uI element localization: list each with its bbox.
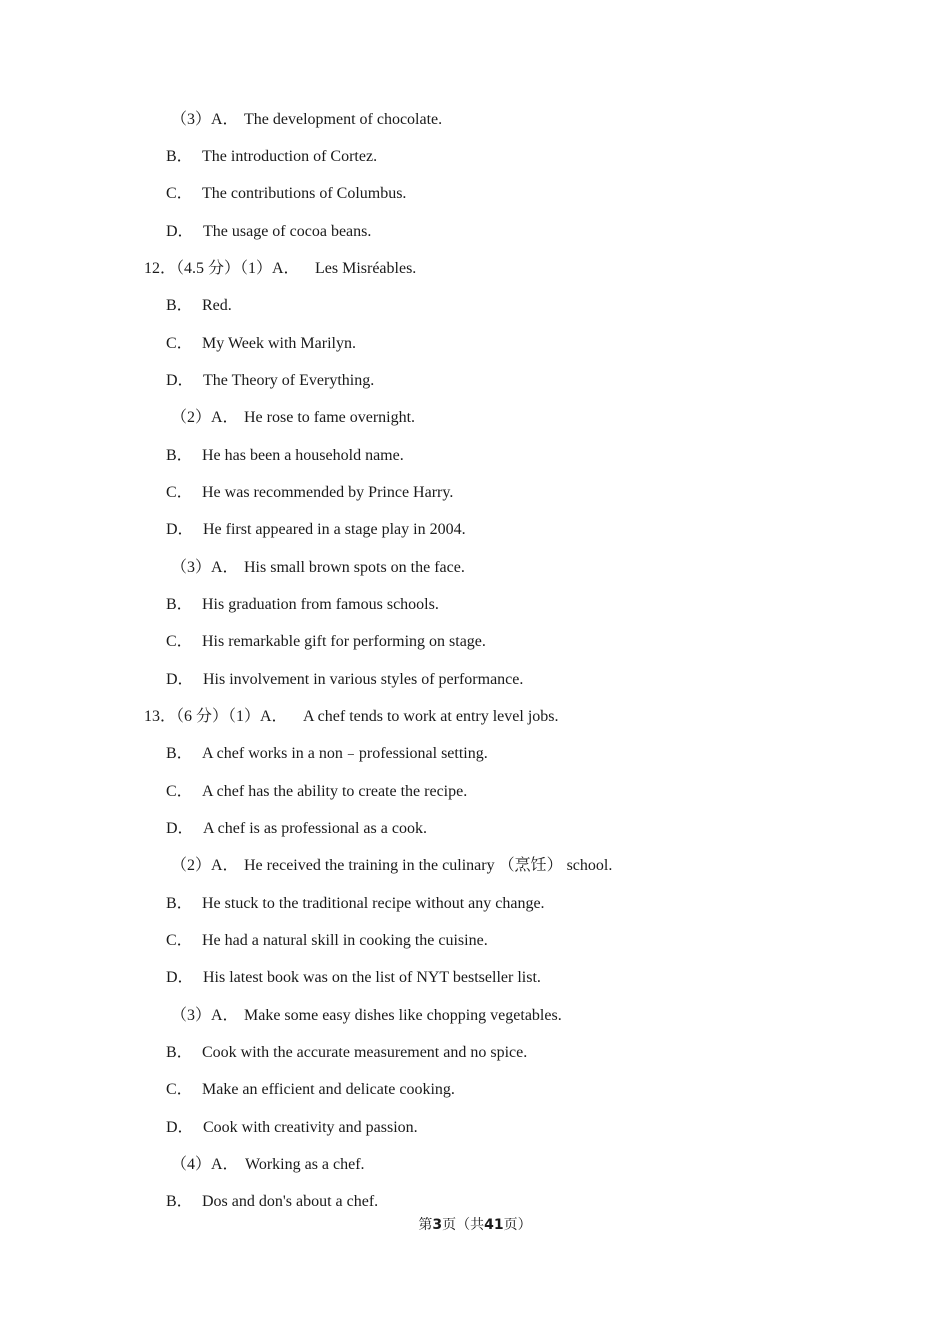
option-text: His remarkable gift for performing on stage. [202,633,486,650]
option-text: He has been a household name. [202,447,404,464]
option-line [171,408,415,428]
option-line [166,446,404,466]
option-line [166,894,545,914]
option-line [166,1118,418,1138]
option-label: B． [166,447,193,464]
option-label: C． [166,335,193,352]
option-label: C． [166,185,193,202]
option-line [171,110,442,130]
option-line [171,1155,365,1175]
option-line [166,222,371,242]
option-line [171,558,465,578]
option-line [166,371,374,391]
option-text: Cook with creativity and passion. [203,1119,418,1136]
option-text: The Theory of Everything. [203,372,375,389]
option-label: B． [166,1044,193,1061]
option-text: The contributions of Columbus. [202,185,407,202]
option-label: B． [166,297,193,314]
page-footer [0,1216,950,1234]
option-label: （3）A． [171,1007,239,1024]
question-line [144,707,559,727]
option-text: Cook with the accurate measurement and no spice. [202,1044,528,1061]
option-label: B． [166,745,193,762]
option-line [166,147,377,167]
total-pages: 41 [484,1217,504,1233]
option-label: （3）A． [171,111,239,128]
option-text: Make an efficient and delicate cooking. [202,1081,455,1098]
option-text: He first appeared in a stage play in 2004. [203,521,466,538]
option-line [166,744,488,764]
option-label: C． [166,633,193,650]
option-line [166,520,466,540]
option-line [166,184,406,204]
option-line [166,931,488,951]
option-line [166,968,541,988]
option-label: C． [166,932,193,949]
option-label: （2）A． [171,857,239,874]
option-label: B． [166,596,193,613]
option-label: B． [166,148,193,165]
option-line [166,632,486,652]
option-label: D． [166,671,194,688]
option-text: His involvement in various styles of performance. [203,671,524,688]
option-text: Les Misréables. [315,260,417,277]
footer-mid: 页（共 [442,1217,485,1233]
option-label: C． [166,1081,193,1098]
option-text: A chef is as professional as a cook. [203,820,427,837]
option-line [166,483,453,503]
question-label: 13．（6 分）（1）A． [144,708,288,725]
option-line [166,1192,378,1212]
option-label: D． [166,820,194,837]
question-label: 12．（4.5 分）（1）A． [144,260,300,277]
footer-suffix: 页） [503,1217,532,1233]
option-line [166,334,356,354]
option-text: The introduction of Cortez. [202,148,378,165]
page-number: 3 [432,1217,443,1233]
option-line [171,1006,562,1026]
option-line [166,782,467,802]
option-label: （3）A． [171,559,239,576]
option-label: D． [166,1119,194,1136]
option-text: My Week with Marilyn. [202,335,356,352]
footer-prefix: 第 [418,1217,433,1233]
option-text: He received the training in the culinary （烹饪） school. [244,857,613,874]
option-label: D． [166,372,194,389]
option-label: C． [166,783,193,800]
question-line [144,259,416,279]
option-text: A chef works in a non﹣professional setting. [202,745,488,762]
option-text: A chef tends to work at entry level jobs. [303,708,559,725]
option-label: B． [166,895,193,912]
option-line [166,296,232,316]
option-label: C． [166,484,193,501]
option-text: He stuck to the traditional recipe without any change. [202,895,545,912]
option-text: Red. [202,297,232,314]
option-text: The development of chocolate. [244,111,443,128]
option-label: D． [166,521,194,538]
option-label: D． [166,223,194,240]
option-label: （4）A． [171,1156,239,1173]
option-text: He rose to fame overnight. [244,409,416,426]
option-label: B． [166,1193,193,1210]
option-label: D． [166,969,194,986]
option-line [166,595,439,615]
option-text: The usage of cocoa beans. [203,223,372,240]
option-text: Working as a chef. [245,1156,365,1173]
option-text: Dos and don's about a chef. [202,1193,379,1210]
option-text: His small brown spots on the face. [244,559,465,576]
option-line [166,819,427,839]
option-text: His graduation from famous schools. [202,596,439,613]
option-line [166,1043,527,1063]
option-text: His latest book was on the list of NYT bestseller list. [203,969,541,986]
option-text: Make some easy dishes like chopping vegetables. [244,1007,562,1024]
option-label: （2）A． [171,409,239,426]
option-text: A chef has the ability to create the recipe. [202,783,468,800]
option-line [171,856,612,876]
option-text: He was recommended by Prince Harry. [202,484,454,501]
option-text: He had a natural skill in cooking the cuisine. [202,932,488,949]
option-line [166,1080,455,1100]
option-line [166,670,523,690]
